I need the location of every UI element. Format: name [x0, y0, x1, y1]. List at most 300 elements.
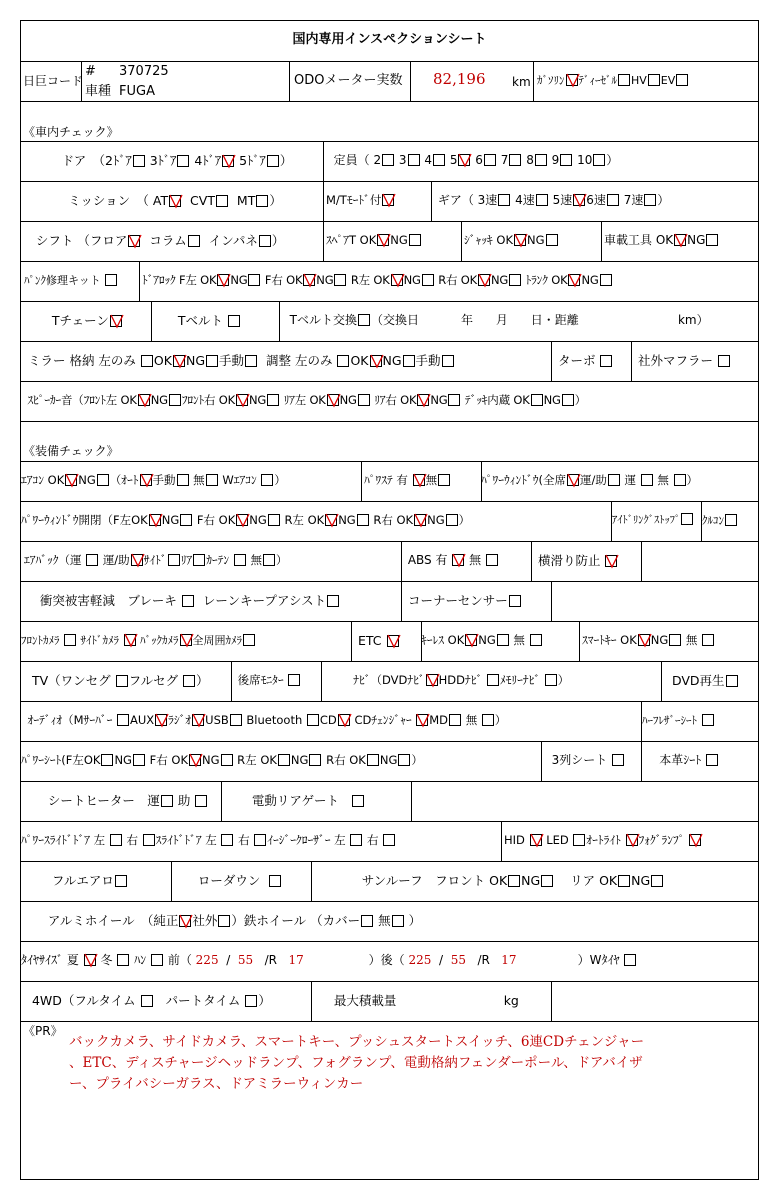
corner-cell — [401, 581, 554, 620]
sr-front-ok-checkbox[interactable] — [508, 875, 520, 887]
tools-cell — [601, 221, 763, 260]
steel-cover-checkbox[interactable] — [361, 915, 373, 927]
dvd-play-checkbox[interactable] — [726, 675, 738, 687]
cap-7-checkbox[interactable] — [509, 154, 521, 166]
pslide-l-checkbox[interactable] — [110, 834, 122, 846]
dl-fr-ng-checkbox[interactable] — [334, 274, 346, 286]
summer-checkbox[interactable] — [84, 954, 96, 966]
pseat-rr-ok-checkbox[interactable] — [367, 754, 379, 766]
power-gate-checkbox[interactable] — [352, 795, 364, 807]
smart-ok-checkbox[interactable] — [638, 634, 650, 646]
pwo-fl-ng-checkbox[interactable] — [180, 514, 192, 526]
label-four-wd: 4WD（フルタイム — [31, 993, 136, 1008]
label-ng: NG — [114, 753, 132, 767]
label-ng: NG — [390, 233, 408, 247]
skid-cell — [531, 541, 644, 580]
back-cam-checkbox[interactable] — [180, 634, 192, 646]
label-ng: NG — [382, 353, 402, 368]
lanekeep-checkbox[interactable] — [327, 595, 339, 607]
label-mirror: ミラー 格納 左のみ — [27, 353, 136, 368]
label-paren-end: ） — [494, 713, 507, 727]
label-cruise: ｸﾙｺﾝ — [702, 514, 724, 527]
adjust-manual-checkbox[interactable] — [442, 355, 454, 367]
pr-text — [69, 1032, 644, 1095]
speaker-cell — [21, 381, 763, 420]
w-tire-checkbox[interactable] — [624, 954, 636, 966]
label-mt-mode: M/Tﾓｰﾄﾞ付 — [326, 193, 382, 207]
sp-fl-ok-checkbox[interactable] — [138, 394, 150, 406]
pslide-r-checkbox[interactable] — [143, 834, 155, 846]
fuel-hv-checkbox[interactable] — [648, 74, 660, 86]
cap-2-checkbox[interactable] — [382, 154, 394, 166]
fulltime-checkbox[interactable] — [141, 995, 153, 1007]
fullseg-checkbox[interactable] — [183, 675, 195, 687]
label-pw-fr: F右 OK — [196, 513, 236, 527]
fuel-options — [537, 73, 689, 89]
abs-cell — [401, 541, 534, 580]
label-foglamp: ﾌｫｸﾞﾗﾝﾌﾟ — [638, 833, 685, 847]
label-led: LED — [546, 833, 569, 847]
label-none: 無 — [465, 713, 478, 727]
tools-ng-checkbox[interactable] — [706, 234, 718, 246]
label-ng: NG — [379, 753, 398, 767]
adjust-ok-checkbox[interactable] — [370, 355, 382, 367]
gear-7-checkbox[interactable] — [644, 194, 656, 206]
keyless-none-checkbox[interactable] — [530, 634, 542, 646]
sr-rear-ng-checkbox[interactable] — [651, 875, 663, 887]
gear-6-checkbox[interactable] — [607, 194, 619, 206]
door-5-checkbox[interactable] — [267, 155, 279, 167]
door-4-checkbox[interactable] — [222, 155, 234, 167]
label-half-leather: ﾊｰﾌﾚｻﾞｰｼｰﾄ — [642, 714, 697, 727]
leather-checkbox[interactable] — [706, 754, 718, 766]
cvt-checkbox[interactable] — [216, 195, 228, 207]
ac-auto-checkbox[interactable] — [140, 474, 152, 486]
ab-un-checkbox[interactable] — [86, 554, 98, 566]
wheel-cell — [21, 901, 763, 940]
at-checkbox[interactable] — [169, 195, 181, 207]
md-checkbox[interactable] — [449, 714, 461, 726]
keyless-ok-checkbox[interactable] — [465, 634, 477, 646]
pr-line: バックカメラ、サイドカメラ、スマートキー、プッシュスタートスイッチ、6連CDチェンジャー — [69, 1034, 645, 1050]
airbag-cell — [21, 541, 404, 580]
gear-4-checkbox[interactable] — [536, 194, 548, 206]
fuel-ev-checkbox[interactable] — [676, 74, 688, 86]
tire-value: 225 — [408, 953, 432, 967]
oneseg-checkbox[interactable] — [116, 675, 128, 687]
alumi-genuine-checkbox[interactable] — [179, 915, 191, 927]
dl-rr-ng-checkbox[interactable] — [509, 274, 521, 286]
ab-unjo-checkbox[interactable] — [131, 554, 143, 566]
label-none: 無 — [425, 473, 438, 487]
label-bluetooth: Bluetooth — [246, 713, 303, 727]
cap-8-checkbox[interactable] — [535, 154, 547, 166]
power-seat-cell — [21, 741, 541, 780]
dl-fl-ng-checkbox[interactable] — [248, 274, 260, 286]
aux-checkbox[interactable] — [155, 714, 167, 726]
idling-checkbox[interactable] — [681, 513, 693, 525]
pseat-rr-ng-checkbox[interactable] — [398, 754, 410, 766]
label-paren-end: ） — [411, 753, 423, 767]
cap-4-checkbox[interactable] — [433, 154, 445, 166]
code-hash: # — [85, 64, 96, 79]
fuel-gas-checkbox[interactable] — [566, 74, 578, 86]
label-cvt: CVT — [190, 193, 215, 208]
label-muffler: 社外マフラー — [637, 353, 713, 368]
jack-ng-checkbox[interactable] — [546, 234, 558, 246]
label-ps-rl: R左 OK — [237, 753, 277, 767]
4wd-cell — [21, 981, 314, 1020]
tire-cell — [21, 941, 760, 980]
gear-3-checkbox[interactable] — [498, 194, 510, 206]
label-ng: NG — [427, 513, 445, 527]
pwo-fr-ok-checkbox[interactable] — [236, 514, 248, 526]
han-checkbox[interactable] — [151, 954, 163, 966]
door-3-checkbox[interactable] — [177, 155, 189, 167]
label-deck: ﾃﾞｯｷ内蔵 OK — [464, 393, 530, 407]
idling-cell — [611, 501, 702, 540]
label-pw-full: ﾊﾟﾜｰｳｨﾝﾄﾞｳ(全席 — [481, 473, 566, 487]
pseat-rl-ng-checkbox[interactable] — [309, 754, 321, 766]
pwo-rr-ok-checkbox[interactable] — [414, 514, 426, 526]
trunk-ok-checkbox[interactable] — [568, 274, 580, 286]
cruise-cell — [701, 501, 761, 540]
lowdown-cell — [171, 861, 314, 900]
ac-none-checkbox[interactable] — [206, 474, 218, 486]
label-ab-unjo: 運/助 — [102, 553, 130, 567]
label-ng: NG — [230, 273, 248, 287]
capacity-cell: 定員（ 2 3 4 5 6 7 8 9 10 ） — [333, 153, 619, 167]
label-collision: 衝突被害軽減 ブレーキ — [39, 593, 177, 608]
pseat-fr-ok-checkbox[interactable] — [189, 754, 201, 766]
label-mission: ミッション （ AT — [68, 193, 169, 208]
pwo-rr-ng-checkbox[interactable] — [446, 514, 458, 526]
parttime-checkbox[interactable] — [245, 995, 257, 1007]
label-right: 右 — [366, 833, 379, 847]
mt-checkbox[interactable] — [256, 195, 268, 207]
label-paren-end: ） — [196, 673, 209, 688]
label-cd: CD — [319, 713, 337, 727]
powersteer-cell — [361, 461, 484, 500]
pw-un-checkbox[interactable] — [641, 474, 653, 486]
sr-rear-ok-checkbox[interactable] — [618, 875, 630, 887]
label-gear-5: 5速 — [552, 193, 573, 207]
label-ng: NG — [650, 633, 669, 647]
jack-cell — [461, 221, 604, 260]
spare-ng-checkbox[interactable] — [409, 234, 421, 246]
inpane-checkbox[interactable] — [259, 235, 271, 247]
ac-ng-checkbox[interactable] — [97, 474, 109, 486]
label-pw-open: ﾊﾟﾜｰｳｨﾝﾄﾞｳ開閉（F左OK — [21, 513, 148, 527]
label-ng: NG — [478, 633, 496, 647]
easy-r-checkbox[interactable] — [383, 834, 395, 846]
trunk-ng-checkbox[interactable] — [600, 274, 612, 286]
column-checkbox[interactable] — [188, 235, 200, 247]
keyless-cell — [421, 621, 579, 660]
label-gear-4: 4速 — [515, 193, 535, 207]
dl-rl-ok-checkbox[interactable] — [391, 274, 403, 286]
label-mt: MT — [236, 193, 256, 208]
label-slide-door: ｽﾗｲﾄﾞﾄﾞｱ 左 — [155, 833, 217, 847]
adjust-left-checkbox[interactable] — [337, 355, 349, 367]
label-radio: ﾗｼﾞｵ — [168, 713, 192, 727]
jack-ok-checkbox[interactable] — [514, 234, 526, 246]
label-autolight: ｵｰﾄﾗｲﾄ — [586, 833, 621, 847]
slide-r-checkbox[interactable] — [254, 834, 266, 846]
mserver-checkbox[interactable] — [117, 714, 129, 726]
etc-cell — [351, 621, 424, 660]
dl-rr-ok-checkbox[interactable] — [478, 274, 490, 286]
dl-rl-ng-checkbox[interactable] — [422, 274, 434, 286]
pwo-fr-ng-checkbox[interactable] — [268, 514, 280, 526]
third-row-checkbox[interactable] — [612, 754, 624, 766]
bluetooth-checkbox[interactable] — [307, 714, 319, 726]
pw-full-checkbox[interactable] — [567, 474, 579, 486]
cap-5-checkbox[interactable] — [458, 154, 470, 166]
rear-monitor-checkbox[interactable] — [288, 674, 300, 686]
label-max-load: 最大積載量 — [333, 993, 397, 1008]
cap-10-checkbox[interactable] — [593, 154, 605, 166]
label-rl: R左 OK — [350, 273, 390, 287]
door-2-checkbox[interactable] — [133, 155, 145, 167]
label-airbag: ｴｱﾊﾞｯｸ（運 — [24, 553, 82, 567]
pseat-fl-ok-checkbox[interactable] — [101, 754, 113, 766]
tbelt-checkbox[interactable] — [228, 315, 240, 327]
label-around-cam: 全周囲ｶﾒﾗ — [192, 634, 242, 647]
pseat-rl-ok-checkbox[interactable] — [278, 754, 290, 766]
label-gear-end: ） — [657, 193, 670, 207]
dl-fl-ok-checkbox[interactable] — [217, 274, 229, 286]
label-ng: NG — [290, 753, 309, 767]
mem-navi-checkbox[interactable] — [545, 674, 557, 686]
power-gate-cell — [221, 781, 414, 820]
smart-none-checkbox[interactable] — [702, 634, 714, 646]
fuel-diesel-checkbox[interactable] — [618, 74, 630, 86]
foglamp-checkbox[interactable] — [689, 834, 701, 846]
cruise-checkbox[interactable] — [725, 514, 737, 526]
label-none: 無 — [469, 553, 482, 567]
puncture-cell — [21, 261, 142, 300]
inspection-sheet — [20, 20, 759, 1180]
blank-cell — [551, 981, 763, 1020]
label-ng: NG — [543, 393, 561, 407]
cap-6-checkbox[interactable] — [484, 154, 496, 166]
front-cam-checkbox[interactable] — [64, 634, 76, 646]
label-jack: ｼﾞｬｯｷ OK — [464, 233, 513, 247]
mt-mode-checkbox[interactable] — [382, 194, 394, 206]
etc-checkbox[interactable] — [387, 635, 399, 647]
label-mt-end: ） — [269, 193, 282, 208]
half-leather-checkbox[interactable] — [702, 714, 714, 726]
label-mem-navi: ﾒﾓﾘｰﾅﾋﾞ — [499, 673, 541, 687]
label-cd-changer: CDﾁｪﾝｼﾞｬｰ — [354, 713, 412, 727]
pw-unjo-checkbox[interactable] — [608, 474, 620, 486]
label-gear-6: 6速 — [586, 193, 606, 207]
label-year: 年 — [460, 313, 473, 327]
tchain-checkbox[interactable] — [110, 315, 122, 327]
label-skid: 横滑り防止 — [537, 553, 601, 568]
label-none: 無 — [513, 633, 525, 647]
label-unten: 運 — [624, 473, 637, 487]
label-none: 無 — [250, 553, 262, 567]
led-checkbox[interactable] — [573, 834, 585, 846]
label-rr: R右 OK — [438, 273, 477, 287]
tire-value: 17 — [288, 953, 304, 967]
turbo-checkbox[interactable] — [600, 355, 612, 367]
ab-rear-checkbox[interactable] — [193, 554, 205, 566]
easy-l-checkbox[interactable] — [350, 834, 362, 846]
label-powersteer: ﾊﾟﾜｽﾃ 有 — [364, 473, 408, 487]
cd-changer-checkbox[interactable] — [416, 714, 428, 726]
ab-none-checkbox[interactable] — [263, 554, 275, 566]
abs-yes-checkbox[interactable] — [452, 554, 464, 566]
label-seat-heater: シートヒーター 運 — [47, 793, 160, 808]
label-column: コラム — [149, 233, 187, 248]
label-cap-end: ） — [606, 153, 619, 167]
ps-none-checkbox[interactable] — [438, 474, 450, 486]
label-trunk: ﾄﾗﾝｸ OK — [525, 273, 568, 287]
navi-cell — [321, 661, 664, 700]
alumi-shagai-checkbox[interactable] — [218, 915, 230, 927]
tools-ok-checkbox[interactable] — [674, 234, 686, 246]
label-paren-end: ） — [686, 473, 698, 487]
deck-ok-checkbox[interactable] — [531, 394, 543, 406]
pwo-fl-ok-checkbox[interactable] — [149, 514, 161, 526]
ab-curtain-checkbox[interactable] — [234, 554, 246, 566]
adjust-ng-checkbox[interactable] — [403, 355, 415, 367]
label-shagai: 社外 — [192, 913, 218, 928]
label-none: 無 — [657, 473, 669, 487]
skid-checkbox[interactable] — [605, 555, 617, 567]
model-label: 車種 — [85, 84, 112, 99]
blank-cell — [641, 541, 763, 580]
mirror-ok-checkbox[interactable] — [173, 355, 185, 367]
collision-checkbox[interactable] — [182, 595, 194, 607]
ac-manual-checkbox[interactable] — [177, 474, 189, 486]
cap-9-checkbox[interactable] — [560, 154, 572, 166]
keyless-ng-checkbox[interactable] — [497, 634, 509, 646]
sp-fr-ng-checkbox[interactable] — [267, 394, 279, 406]
audio-cell — [21, 701, 644, 740]
sr-front-ng-checkbox[interactable] — [541, 875, 553, 887]
sp-fr-ok-checkbox[interactable] — [236, 394, 248, 406]
usb-checkbox[interactable] — [230, 714, 242, 726]
w-aircon-checkbox[interactable] — [261, 474, 273, 486]
pseat-fl-ng-checkbox[interactable] — [133, 754, 145, 766]
gear-5-checkbox[interactable] — [573, 194, 585, 206]
corner-checkbox[interactable] — [509, 595, 521, 607]
fuel-ev-label: EV — [660, 74, 676, 87]
radio-checkbox[interactable] — [192, 714, 204, 726]
muffler-checkbox[interactable] — [718, 355, 730, 367]
label-power-seat: ﾊﾟﾜｰｼｰﾄ(F左OK — [21, 753, 101, 767]
dvd-navi-checkbox[interactable] — [426, 674, 438, 686]
floor-checkbox[interactable] — [128, 235, 140, 247]
smart-ng-checkbox[interactable] — [669, 634, 681, 646]
mirror-manual-checkbox[interactable] — [245, 355, 257, 367]
label-slash: / — [439, 953, 444, 967]
pseat-fr-ng-checkbox[interactable] — [221, 754, 233, 766]
label-shift-end: ） — [271, 233, 285, 248]
pw-cell — [481, 461, 760, 500]
sp-fl-ng-checkbox[interactable] — [169, 394, 181, 406]
pwo-rl-ok-checkbox[interactable] — [325, 514, 337, 526]
sp-rl-ok-checkbox[interactable] — [327, 394, 339, 406]
label-ps-rr: R右 OK — [326, 753, 366, 767]
hid-checkbox[interactable] — [530, 834, 542, 846]
ac-ok-checkbox[interactable] — [65, 474, 77, 486]
label-han: ﾊﾝ — [134, 953, 147, 967]
deck-ng-checkbox[interactable] — [562, 394, 574, 406]
winter-checkbox[interactable] — [117, 954, 129, 966]
ab-side-checkbox[interactable] — [168, 554, 180, 566]
tbelt-cell — [151, 301, 282, 340]
label-tbelt-ex2: （交換日 — [370, 313, 419, 327]
muffler-cell — [631, 341, 763, 380]
label-door-end: ） — [279, 153, 293, 168]
label-paren-end: ） — [557, 673, 570, 687]
label-aux: AUX — [129, 713, 155, 727]
label-power-slide: ﾊﾟﾜｰｽﾗｲﾄﾞﾄﾞｱ 左 — [21, 833, 106, 847]
spare-ok-checkbox[interactable] — [377, 234, 389, 246]
tire-value: 55 — [237, 953, 254, 967]
around-cam-checkbox[interactable] — [243, 634, 255, 646]
cap-3-checkbox[interactable] — [408, 154, 420, 166]
mirror-ng-checkbox[interactable] — [206, 355, 218, 367]
label-paren-end: ） — [458, 513, 471, 527]
lowdown-checkbox[interactable] — [269, 875, 281, 887]
sp-rl-ng-checkbox[interactable] — [358, 394, 370, 406]
label-paren-end: ） — [574, 393, 586, 407]
heater-un-checkbox[interactable] — [161, 795, 173, 807]
steel-none-checkbox[interactable] — [392, 915, 404, 927]
ps-yes-checkbox[interactable] — [413, 474, 425, 486]
side-cam-checkbox[interactable] — [124, 634, 136, 646]
hdd-navi-checkbox[interactable] — [487, 674, 499, 686]
full-aero-checkbox[interactable] — [115, 875, 127, 887]
mirror-fold-checkbox[interactable] — [141, 355, 153, 367]
abs-none-checkbox[interactable] — [486, 554, 498, 566]
audio-none-checkbox[interactable] — [482, 714, 494, 726]
label-ng: NG — [581, 273, 599, 287]
shift-cell — [21, 221, 326, 260]
heater-jo-checkbox[interactable] — [195, 795, 207, 807]
slide-l-checkbox[interactable] — [221, 834, 233, 846]
label-ng: NG — [490, 273, 509, 287]
cd-checkbox[interactable] — [338, 714, 350, 726]
label-km-end: km） — [677, 313, 709, 327]
pw-none-checkbox[interactable] — [674, 474, 686, 486]
camera-cell — [21, 621, 351, 660]
smartkey-cell — [579, 621, 763, 660]
puncture-checkbox[interactable] — [105, 274, 117, 286]
label-tbelt-ex: Tベルト交換 — [289, 313, 357, 327]
tbelt-ex-checkbox[interactable] — [358, 314, 370, 326]
label-hid: HID — [504, 833, 525, 847]
pwo-rl-ng-checkbox[interactable] — [357, 514, 369, 526]
label-sp-fr: ﾌﾛﾝﾄ右 OK — [181, 393, 235, 407]
model-value: FUGA — [119, 84, 155, 99]
sp-rr-ng-checkbox[interactable] — [448, 394, 460, 406]
label-fullseg: フルセグ — [128, 673, 179, 688]
sp-rr-ok-checkbox[interactable] — [417, 394, 429, 406]
autolight-checkbox[interactable] — [626, 834, 638, 846]
dl-fr-ok-checkbox[interactable] — [303, 274, 315, 286]
label-speaker: ｽﾋﾟｰｶｰ音（ﾌﾛﾝﾄ左 OK — [27, 393, 137, 407]
equipment-heading: 《装備チェック》 — [23, 444, 119, 458]
label-ab-curtain: ｶｰﾃﾝ — [206, 553, 230, 567]
fuel-diesel-label: ﾃﾞｨｰｾﾞﾙ — [578, 74, 617, 87]
